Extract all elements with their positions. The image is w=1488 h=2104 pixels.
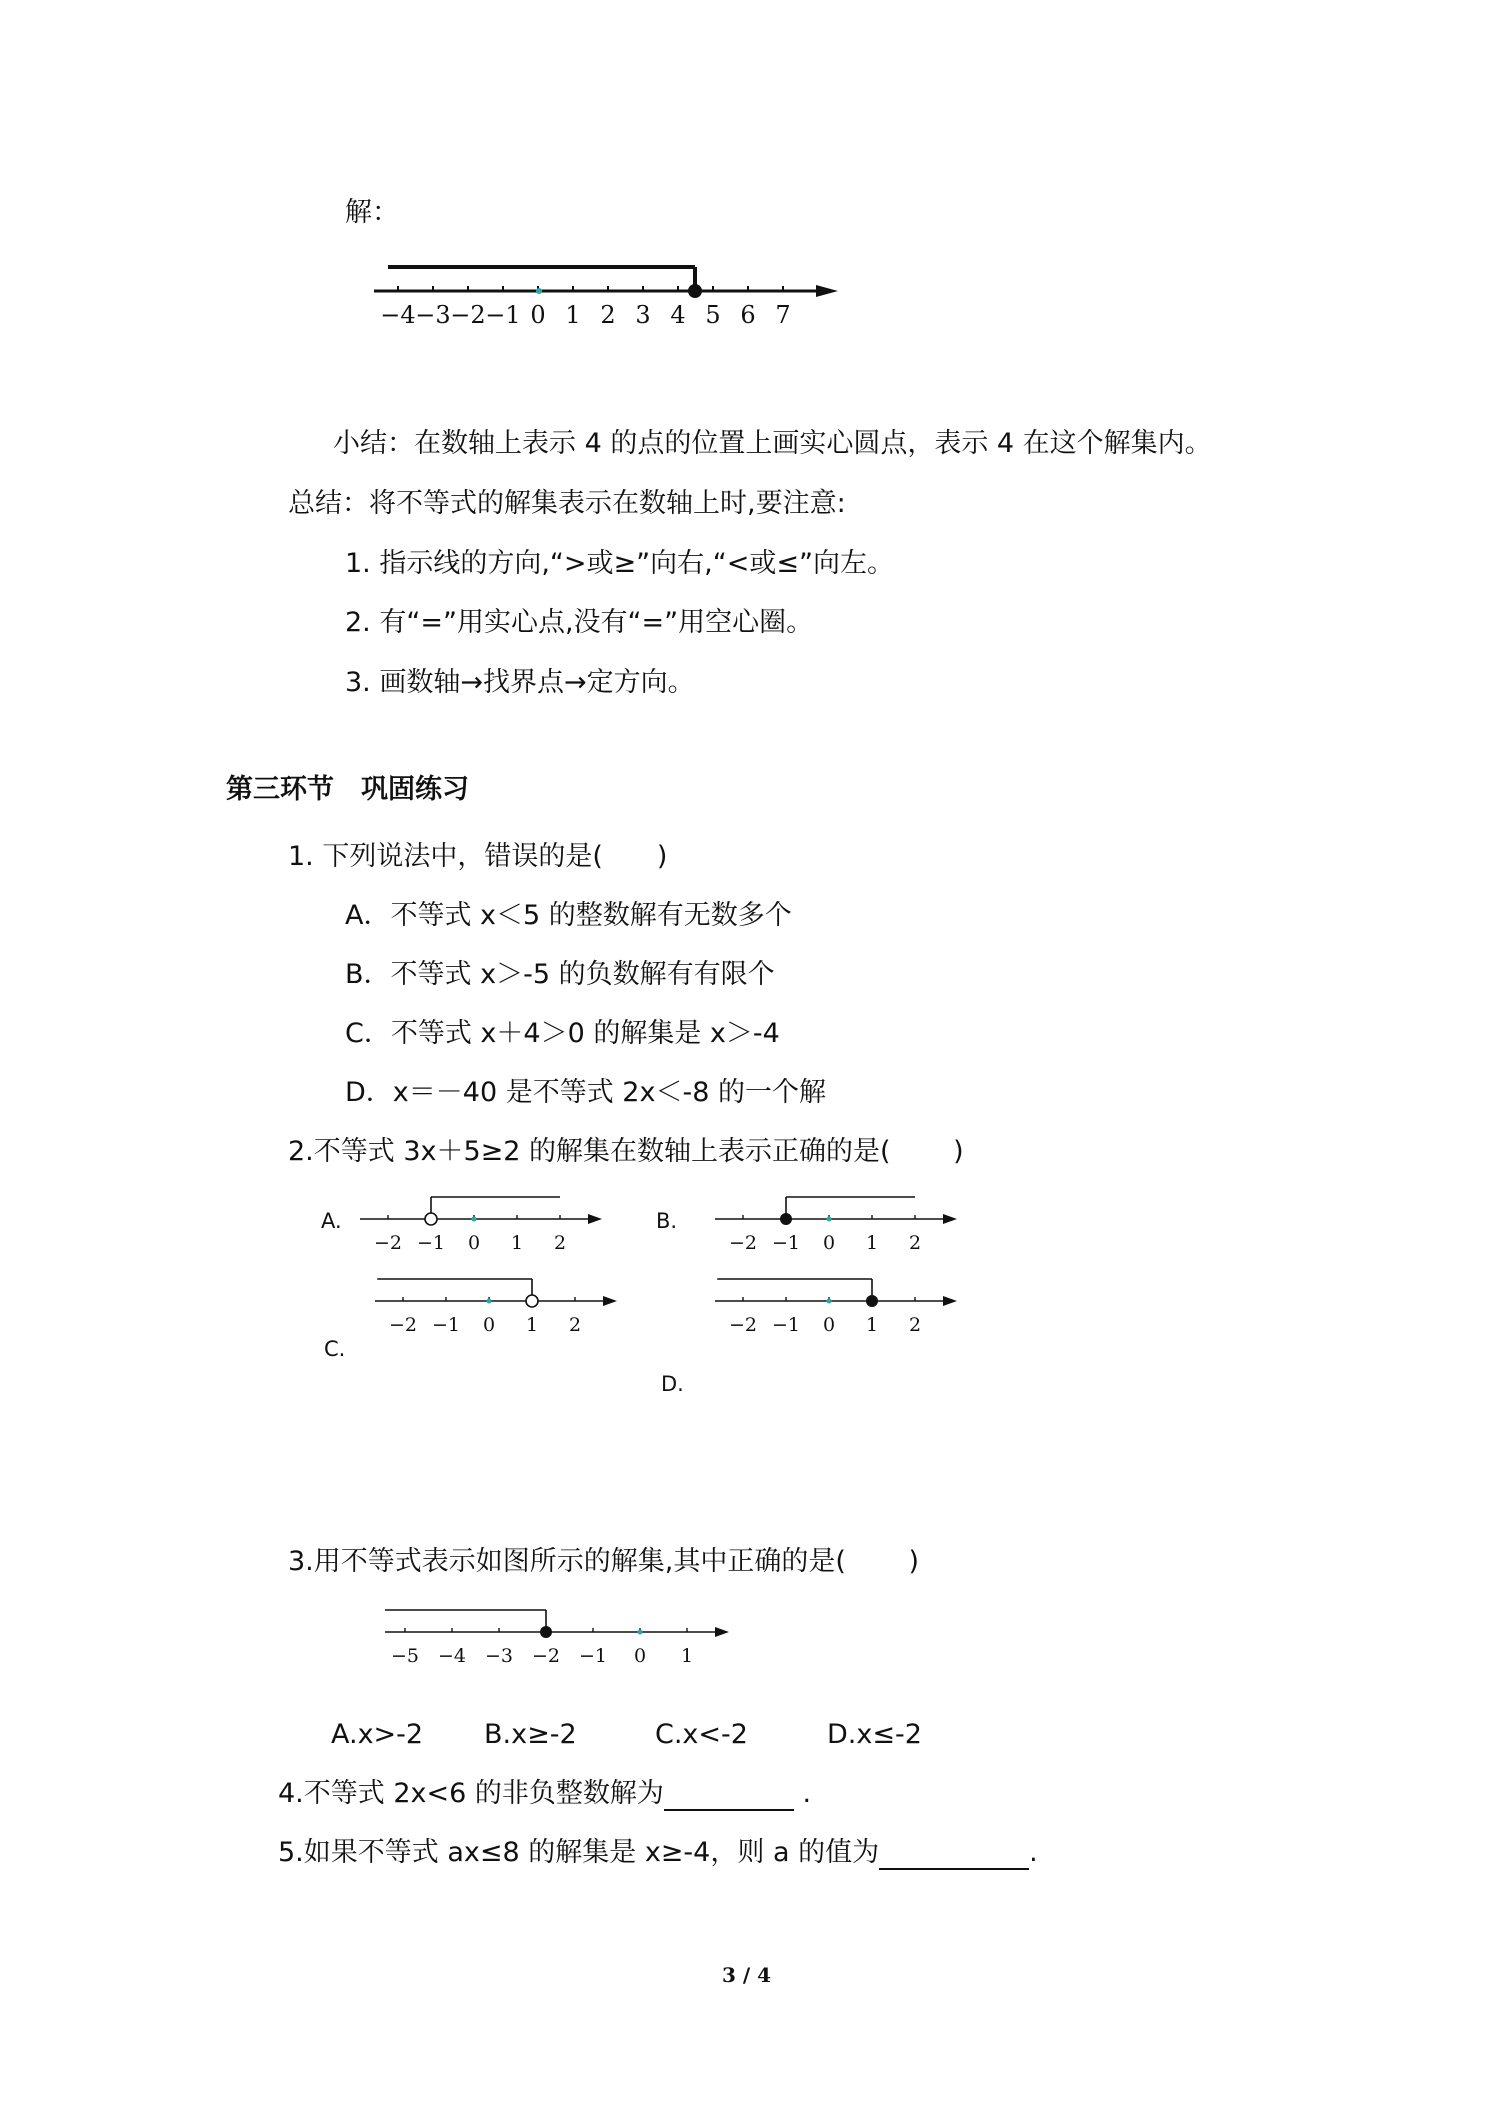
- tick-label: 4: [670, 301, 686, 329]
- tick-label: −1: [771, 1314, 801, 1336]
- q2-label-c: C.: [324, 1337, 346, 1361]
- solid-endpoint-dot: [780, 1213, 792, 1225]
- origin-dot: [487, 1299, 492, 1304]
- tick-label: 1: [565, 301, 581, 329]
- tick-label: 2: [600, 301, 616, 329]
- tick-label: 1: [865, 1314, 879, 1336]
- tick-label: −1: [578, 1645, 608, 1667]
- q3-option-c: C.x<-2: [655, 1719, 748, 1750]
- origin-dot: [638, 1630, 643, 1635]
- tick-label: 2: [553, 1232, 567, 1254]
- tick-label: 0: [530, 301, 546, 329]
- q1-option-c: C．不等式 x＋4＞0 的解集是 x＞-4: [345, 1018, 780, 1049]
- tick-label: −2: [388, 1314, 418, 1336]
- q5-end: .: [1029, 1837, 1038, 1868]
- tick-label: 6: [740, 301, 756, 329]
- tick-label: −1: [771, 1232, 801, 1254]
- q1-stem: 1. 下列说法中，错误的是( ): [288, 841, 668, 872]
- tick-label: 0: [633, 1645, 647, 1667]
- q2-figure-c: [375, 1277, 625, 1337]
- q3-option-d: D.x≤-2: [827, 1719, 922, 1750]
- q3-figure: [385, 1608, 735, 1668]
- tick-label: 0: [467, 1232, 481, 1254]
- tick-label: 5: [705, 301, 721, 329]
- q3-stem: 3.用不等式表示如图所示的解集,其中正确的是( ): [288, 1546, 919, 1577]
- q1-option-b: B．不等式 x＞-5 的负数解有有限个: [345, 959, 775, 990]
- summary-item: 2. 有“=”用实心点,没有“=”用空心圈。: [345, 607, 814, 638]
- open-endpoint-circle: [425, 1213, 437, 1225]
- q2-label-d: D.: [661, 1372, 684, 1396]
- tick-label: −1: [485, 301, 521, 329]
- tick-label: −5: [390, 1645, 420, 1667]
- tick-label: −2: [531, 1645, 561, 1667]
- axis-arrow: [588, 1214, 602, 1224]
- summary-heading: 总结：将不等式的解集表示在数轴上时,要注意:: [288, 488, 846, 519]
- tick-label: −2: [450, 301, 486, 329]
- q5-text: 5.如果不等式 ax≤8 的解集是 x≥-4，则 a 的值为: [278, 1837, 880, 1868]
- q3-option-a: A.x>-2: [331, 1719, 424, 1750]
- axis-arrow: [603, 1296, 617, 1306]
- tick-label: −2: [728, 1314, 758, 1336]
- tick-label: 7: [775, 301, 791, 329]
- q4-end: .: [793, 1778, 812, 1809]
- summary-small: 小结：在数轴上表示 4 的点的位置上画实心圆点，表示 4 在这个解集内。: [333, 428, 1212, 459]
- solid-endpoint-dot: [866, 1295, 878, 1307]
- summary-item: 3. 画数轴→找界点→定方向。: [345, 667, 695, 698]
- axis-arrow: [943, 1214, 957, 1224]
- q2-figure-a: [360, 1195, 610, 1255]
- tick-label: 2: [908, 1314, 922, 1336]
- tick-label: 1: [525, 1314, 539, 1336]
- tick-label: 2: [568, 1314, 582, 1336]
- tick-label: −2: [373, 1232, 403, 1254]
- q2-label-a: A.: [321, 1209, 342, 1233]
- tick-label: −4: [380, 301, 416, 329]
- tick-label: −2: [728, 1232, 758, 1254]
- q2-stem: 2.不等式 3x＋5≥2 的解集在数轴上表示正确的是( ): [288, 1136, 964, 1167]
- q5: [278, 1836, 1038, 1870]
- q4-blank[interactable]: [664, 1783, 794, 1811]
- solution-number-line: [370, 255, 850, 330]
- q1-option-d: D．x＝－40 是不等式 2x＜-8 的一个解: [345, 1077, 826, 1108]
- page-number: 3 / 4: [722, 1963, 772, 1987]
- tick-label: −3: [415, 301, 451, 329]
- origin-dot: [827, 1217, 832, 1222]
- open-endpoint-circle: [526, 1295, 538, 1307]
- q2-label-b: B.: [656, 1209, 678, 1233]
- tick-label: 1: [510, 1232, 524, 1254]
- tick-label: −1: [416, 1232, 446, 1254]
- tick-label: −1: [431, 1314, 461, 1336]
- tick-label: 1: [865, 1232, 879, 1254]
- q1-option-a: A．不等式 x＜5 的整数解有无数多个: [345, 900, 792, 931]
- q4: [278, 1777, 811, 1811]
- axis-arrow: [715, 1627, 729, 1637]
- q4-text: 4.不等式 2x<6 的非负整数解为: [278, 1778, 664, 1809]
- tick-label: 2: [908, 1232, 922, 1254]
- summary-item: 1. 指示线的方向,“>或≥”向右,“<或≤”向左。: [345, 548, 894, 579]
- axis-arrow: [943, 1296, 957, 1306]
- tick-label: −3: [484, 1645, 514, 1667]
- solution-label: 解：: [345, 197, 399, 228]
- tick-label: 0: [482, 1314, 496, 1336]
- origin-dot: [827, 1299, 832, 1304]
- tick-label: 0: [822, 1314, 836, 1336]
- tick-label: 1: [680, 1645, 694, 1667]
- q5-blank[interactable]: [879, 1842, 1029, 1870]
- q2-figure-b: [715, 1195, 965, 1255]
- q3-option-b: B.x≥-2: [484, 1719, 577, 1750]
- solid-endpoint-dot: [540, 1626, 552, 1638]
- origin-dot: [472, 1217, 477, 1222]
- tick-label: −4: [437, 1645, 467, 1667]
- tick-label: 0: [822, 1232, 836, 1254]
- solid-endpoint-dot: [688, 284, 702, 298]
- q2-figure-d: [715, 1277, 965, 1337]
- tick-label: 3: [635, 301, 651, 329]
- section-title: 第三环节 巩固练习: [226, 774, 469, 805]
